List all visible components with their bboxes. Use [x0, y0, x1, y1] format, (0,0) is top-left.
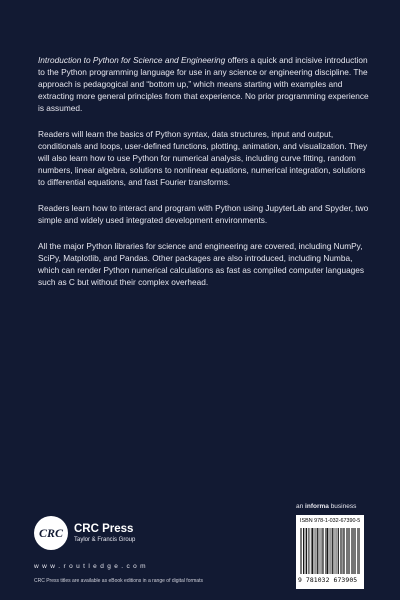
publisher-wordmark [74, 523, 135, 544]
blurb-paragraph-2: Readers will learn the basics of Python syntax, data structures, input and output, conditionals and loops, user-defined functions, plotting, animation, and visualization. They will also learn how to use Python for numerical analysis, including curve fitting, random numbers, linear algebra, solutions to nonlinear equations, numerical integration, solutions to differential equations, and fast Fourier transforms. [38, 129, 368, 187]
blurb-paragraph-1-text: offers a quick and incisive introduction to the Python programming language for use in any science or engineering discipline. The approach is pedagogical and “bottom up,” which means starting with examples and extracting more general principles from that experience. No prior programming experience is assumed. [38, 55, 369, 113]
informa-prefix: an [296, 503, 306, 510]
ebook-footnote: CRC Press titles are available as eBook editions in a range of digital formats [34, 578, 203, 584]
back-cover-blurb [38, 54, 370, 302]
barcode-icon [300, 528, 360, 574]
publisher-name: CRC Press [74, 522, 134, 535]
blurb-paragraph-4: All the major Python libraries for science and engineering are covered, including NumPy, SciPy, Matplotlib, and Pandas. Other packages are also introduced, including Numba, which can render Python numerical calculations as fast as compiled computer languages such as C but without their complex overhead. [38, 241, 365, 287]
publisher-group: Taylor & Francis Group [74, 536, 136, 543]
blurb-paragraph-1 [38, 54, 370, 114]
book-title: Introduction to Python for Science and Engineering [38, 55, 226, 65]
publisher-logo [34, 516, 135, 550]
crc-logo-icon [34, 516, 68, 550]
informa-business-tag [296, 503, 356, 510]
informa-brand: informa [305, 503, 329, 510]
informa-suffix: business [328, 503, 357, 510]
ean-digits: 9 781032 673905 [298, 576, 358, 584]
publisher-url: w w w . r o u t l e d g e . c o m [34, 563, 147, 570]
blurb-paragraph-3: Readers learn how to interact and program with Python using JupyterLab and Spyder, two simple and widely used integrated development environments. [38, 203, 369, 225]
isbn-label: ISBN 978-1-032-67390-5 [300, 518, 361, 524]
crc-logo-letters: CRC [38, 525, 63, 540]
barcode-panel [296, 515, 364, 589]
